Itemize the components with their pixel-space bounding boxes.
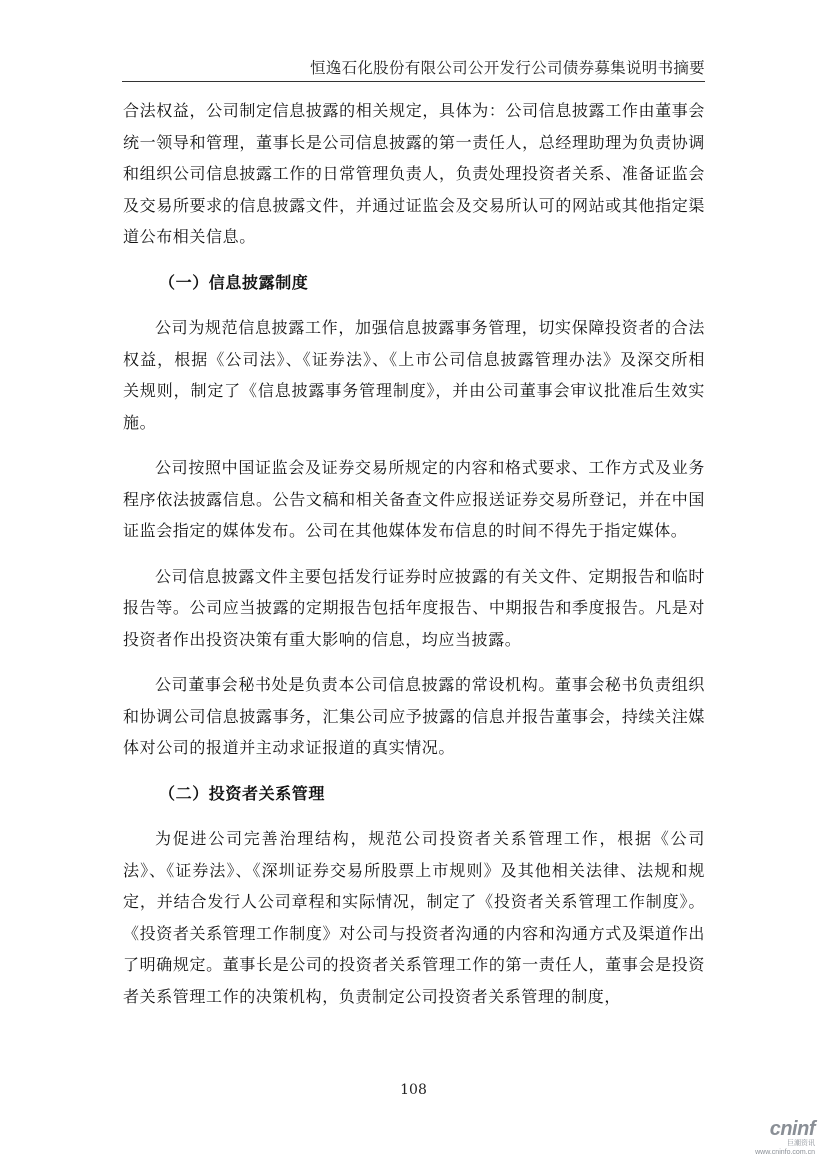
page-number: 108 [400, 1082, 427, 1098]
document-header-title: 恒逸石化股份有限公司公开发行公司债券募集说明书摘要 [309, 59, 705, 77]
section-heading-disclosure: （一）信息披露制度 [159, 272, 309, 292]
document-body [123, 95, 705, 1012]
paragraph-disclosure-2: 公司按照中国证监会及证券交易所规定的内容和格式要求、工作方式及业务程序依法披露信息。公告文稿和相关备查文件应报送证券交易所登记，并在中国证监会指定的媒体发布。公司在其他媒体发布信息的时间不得先于指定媒体。 [123, 458, 705, 540]
paragraph-intro: 合法权益，公司制定信息披露的相关规定，具体为：公司信息披露工作由董事会统一领导和管理，董事长是公司信息披露的第一责任人，总经理助理为负责协调和组织公司信息披露工作的日常管理负责人，负责处理投资者关系、准备证监会及交易所要求的信息披露文件，并通过证监会及交易所认可的网站或其他指定渠道公布相关信息。 [123, 101, 705, 246]
paragraph-investor-relations-1: 为促进公司完善治理结构，规范公司投资者关系管理工作，根据《公司法》、《证券法》、《深圳证券交易所股票上市规则》及其他相关法律、法规和规定，并结合发行人公司章程和实际情况，制定了《投资者关系管理工作制度》。《投资者关系管理工作制度》对公司与投资者沟通的内容和沟通方式及渠道作出了明确规定。董事长是公司的投资者关系管理工作的第一责任人，董事会是投资者关系管理工作的决策机构，负责制定公司投资者关系管理的制度， [123, 829, 705, 1006]
cninfo-subtitle: 巨潮资讯 [787, 1140, 815, 1147]
paragraph-disclosure-3: 公司信息披露文件主要包括发行证券时应披露的有关文件、定期报告和临时报告等。公司应当披露的定期报告包括年度报告、中期报告和季度报告。凡是对投资者作出投资决策有重大影响的信息，均应当披露。 [123, 566, 705, 649]
cninfo-logo: cninf [769, 1118, 815, 1140]
cninfo-url: www.cninfo.com.cn [755, 1149, 815, 1156]
paragraph-disclosure-1: 公司为规范信息披露工作，加强信息披露事务管理，切实保障投资者的合法权益，根据《公司法》、《证券法》、《上市公司信息披露管理办法》及深交所相关规则，制定了《信息披露事务管理制度》，并由公司董事会审议批准后生效实施。 [123, 318, 705, 432]
header-rule [122, 81, 705, 82]
cninfo-watermark [741, 1119, 815, 1157]
section-heading-investor-relations: （二）投资者关系管理 [159, 783, 326, 803]
paragraph-disclosure-4: 公司董事会秘书处是负责本公司信息披露的常设机构。董事会秘书负责组织和协调公司信息披露事务，汇集公司应予披露的信息并报告董事会，持续关注媒体对公司的报道并主动求证报道的真实情况。 [123, 675, 705, 757]
